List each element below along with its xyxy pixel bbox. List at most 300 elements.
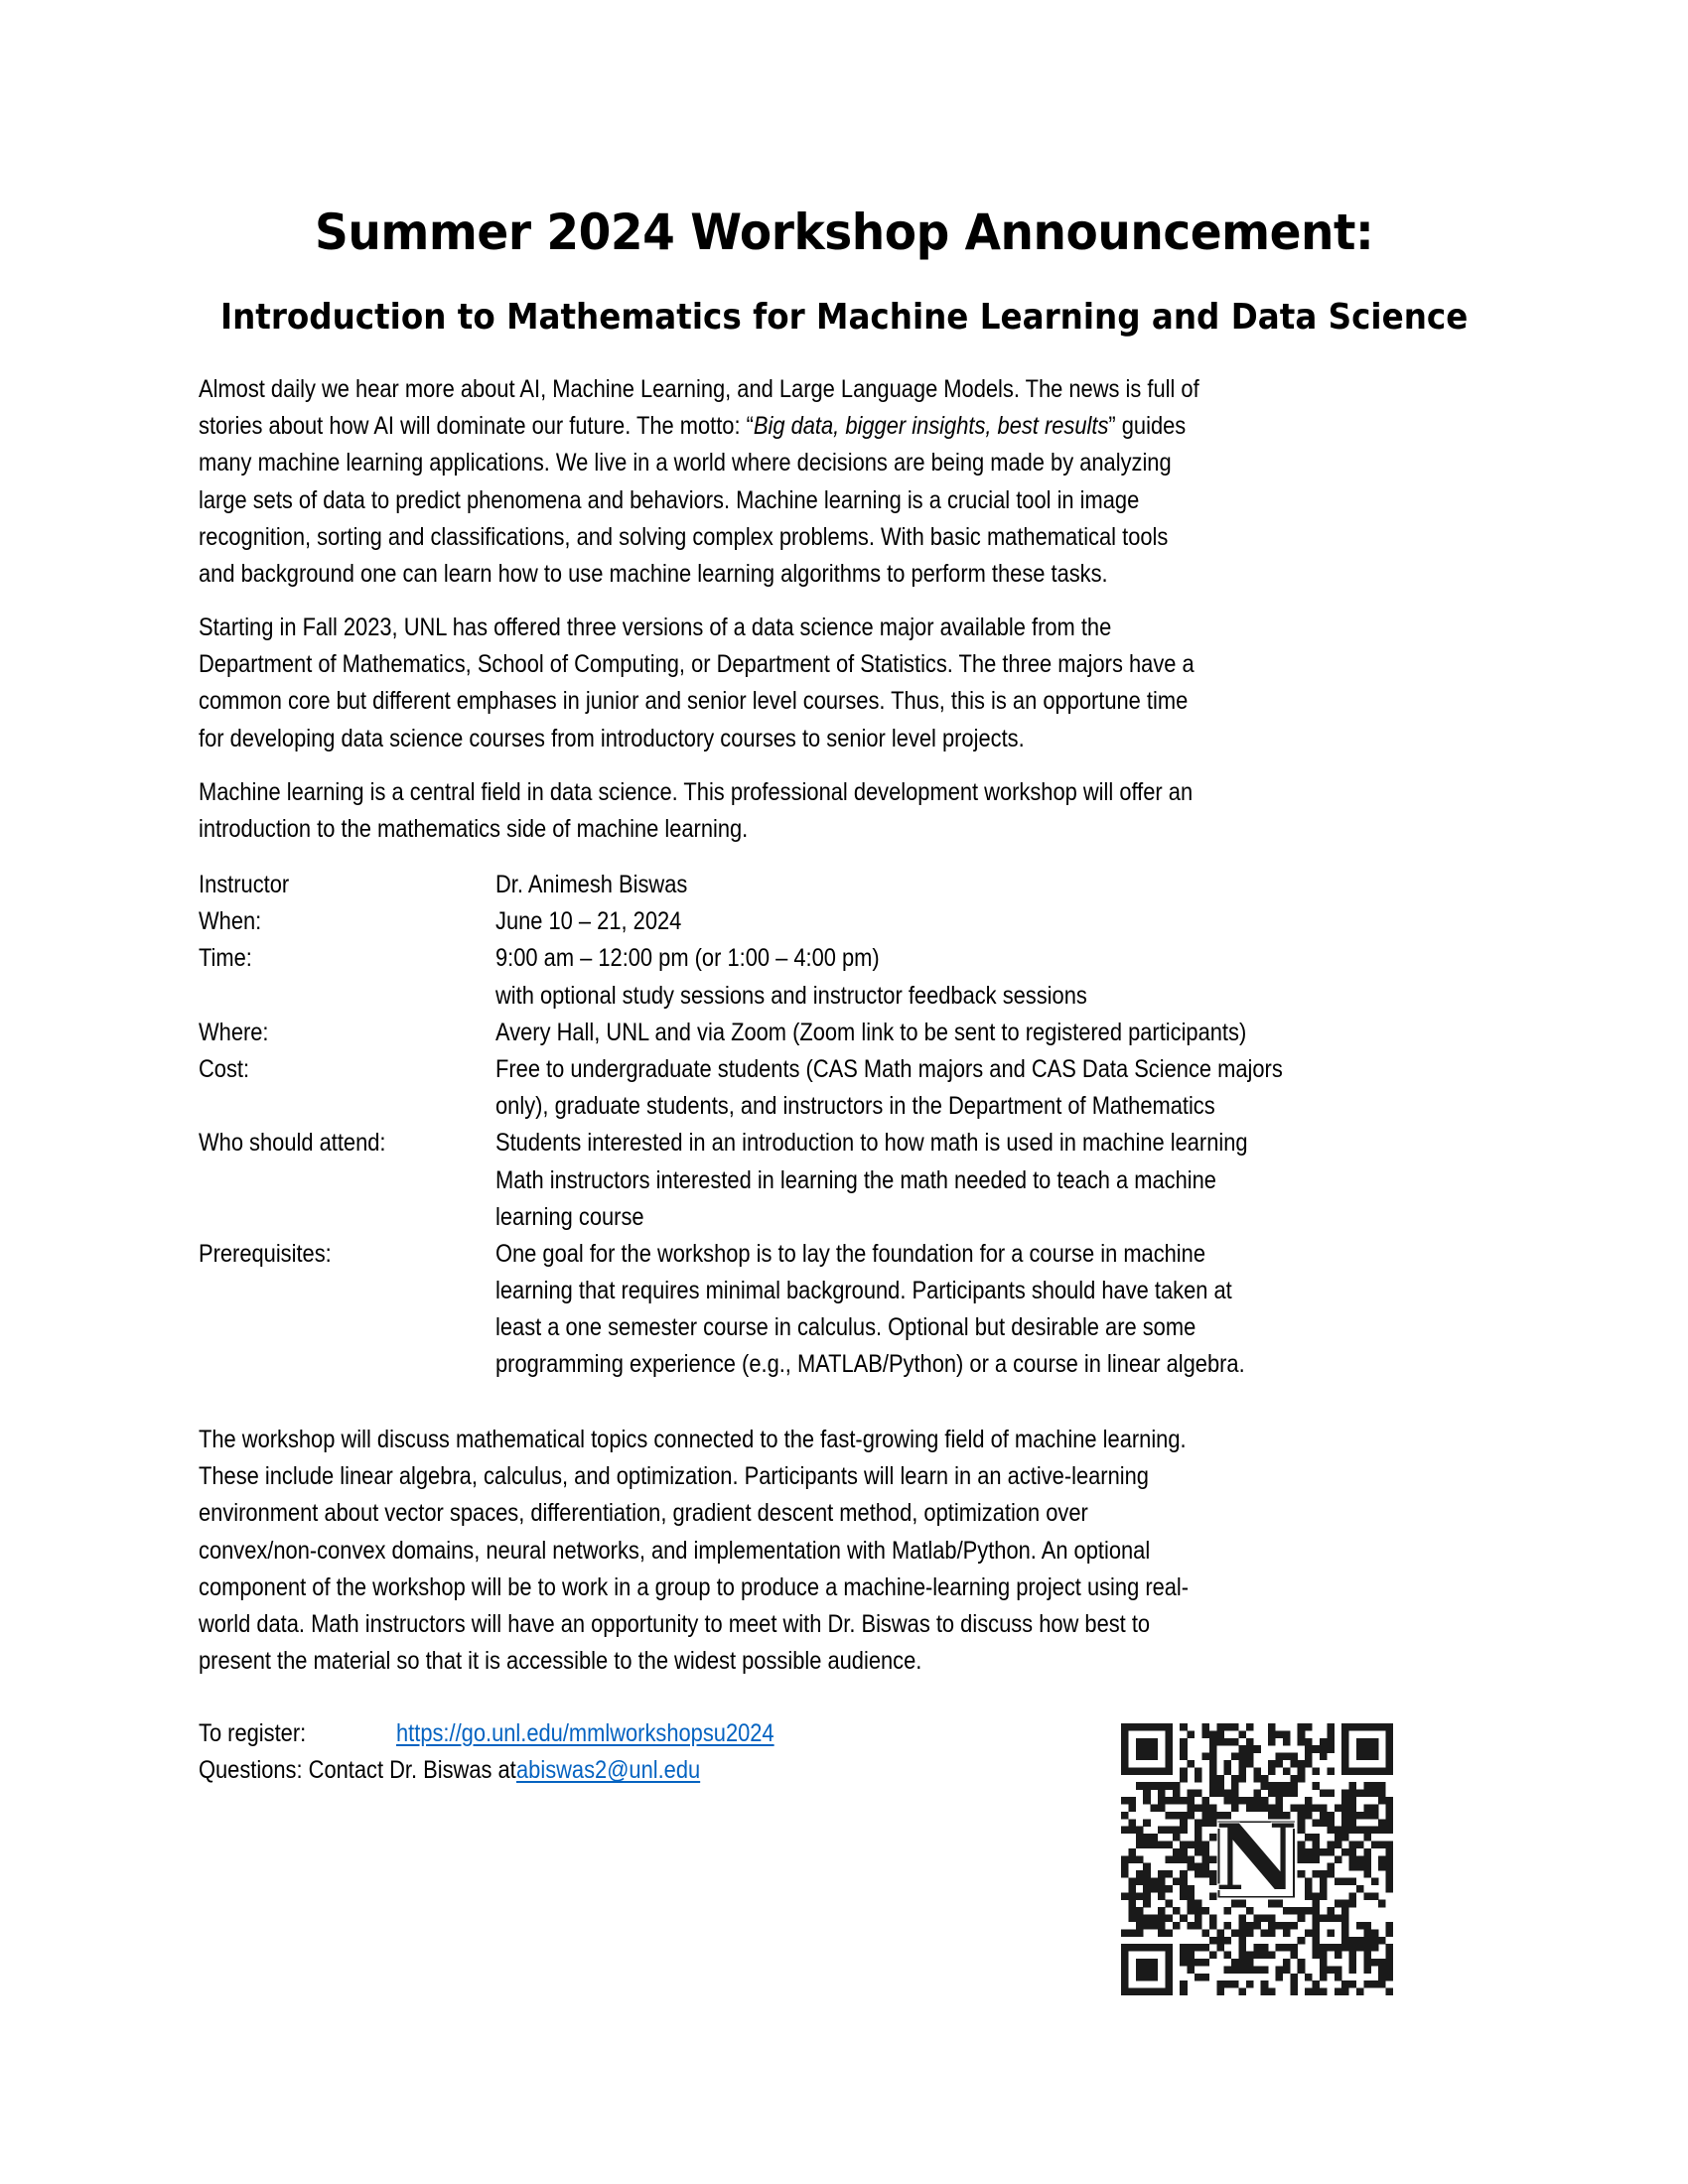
text-line-content — [199, 774, 1193, 811]
qr-module — [1305, 1988, 1313, 1995]
qr-module — [1224, 1966, 1232, 1974]
qr-module — [1201, 1819, 1209, 1827]
qr-module — [1151, 1885, 1159, 1893]
qr-module — [1327, 1812, 1335, 1820]
qr-module — [1386, 1760, 1393, 1768]
qr-module — [1356, 1988, 1364, 1995]
qr-module — [1320, 1966, 1328, 1974]
qr-module — [1356, 1863, 1364, 1871]
text-line-content — [199, 1495, 1088, 1532]
qr-module — [1128, 1892, 1136, 1900]
qr-module — [1128, 1767, 1136, 1775]
qr-module — [1305, 1855, 1313, 1863]
qr-module — [1238, 1753, 1246, 1761]
qr-module — [1386, 1878, 1393, 1886]
qr-module — [1136, 1944, 1144, 1952]
qr-module — [1238, 1730, 1246, 1738]
qr-module — [1121, 1730, 1129, 1738]
qr-module — [1128, 1723, 1136, 1731]
qr-module — [1386, 1804, 1393, 1812]
intro-paragraph-ai — [199, 371, 1509, 593]
qr-module — [1298, 1848, 1306, 1856]
qr-module — [1136, 1827, 1144, 1835]
qr-module — [1290, 1980, 1298, 1988]
qr-module — [1335, 1827, 1342, 1835]
qr-module — [1143, 1870, 1151, 1878]
qr-module — [1231, 1790, 1239, 1798]
qr-module — [1121, 1827, 1129, 1835]
detail-value-content — [495, 1199, 644, 1236]
qr-module — [1349, 1812, 1357, 1820]
qr-module — [1298, 1738, 1306, 1746]
qr-module — [1180, 1738, 1188, 1746]
qr-module — [1386, 1922, 1393, 1930]
qr-module — [1335, 1855, 1342, 1863]
qr-module — [1128, 1804, 1136, 1812]
qr-module — [1298, 1775, 1306, 1783]
qr-module — [1356, 1723, 1364, 1731]
qr-module — [1341, 1760, 1349, 1768]
qr-module — [1363, 1745, 1371, 1753]
text-line-content — [199, 646, 1195, 683]
qr-module — [1201, 1804, 1209, 1812]
qr-module — [1276, 1790, 1284, 1798]
text-segment: ” guides — [1108, 412, 1187, 441]
qr-module — [1386, 1812, 1393, 1820]
qr-module — [1371, 1929, 1379, 1937]
text-line — [199, 646, 1509, 683]
qr-module — [1261, 1980, 1269, 1988]
text-segment: Avery Hall, UNL and via Zoom (Zoom link to be sent to registered participants) — [495, 1018, 1247, 1046]
qr-module — [1305, 1885, 1313, 1893]
qr-module — [1268, 1952, 1276, 1960]
qr-module — [1386, 1819, 1393, 1827]
qr-module — [1195, 1900, 1202, 1908]
registration-block — [199, 1715, 774, 1789]
text-line-content — [199, 1570, 1189, 1606]
qr-module — [1313, 1937, 1321, 1945]
qr-module — [1335, 1944, 1342, 1952]
qr-module — [1313, 1804, 1321, 1812]
qr-module — [1363, 1848, 1371, 1856]
qr-module — [1143, 1863, 1151, 1871]
qr-module — [1371, 1767, 1379, 1775]
qr-module — [1195, 1907, 1202, 1915]
text-line-content — [199, 371, 1199, 408]
qr-module — [1341, 1922, 1349, 1930]
qr-module — [1151, 1738, 1159, 1746]
qr-module — [1320, 1959, 1328, 1967]
qr-module — [1335, 1900, 1342, 1908]
qr-module — [1283, 1753, 1291, 1761]
qr-module — [1356, 1827, 1364, 1835]
detail-value-content — [495, 1015, 1246, 1051]
qr-module — [1121, 1767, 1129, 1775]
qr-module — [1298, 1767, 1306, 1775]
qr-module — [1341, 1767, 1349, 1775]
qr-module — [1261, 1944, 1269, 1952]
text-segment: many machine learning applications. We live in a world where decisions are being made by analyzing — [199, 449, 1172, 478]
qr-module — [1313, 1745, 1321, 1753]
qr-module — [1341, 1745, 1349, 1753]
qr-module — [1349, 1790, 1357, 1798]
qr-module — [1165, 1915, 1173, 1923]
qr-module — [1327, 1848, 1335, 1856]
qr-module — [1201, 1974, 1209, 1981]
qr-module — [1341, 1980, 1349, 1988]
qr-module — [1305, 1878, 1313, 1886]
qr-module — [1283, 1782, 1291, 1790]
qr-module — [1158, 1944, 1166, 1952]
qr-module — [1136, 1988, 1144, 1995]
qr-module — [1349, 1782, 1357, 1790]
qr-module — [1341, 1929, 1349, 1937]
qr-module — [1327, 1929, 1335, 1937]
qr-module — [1201, 1848, 1209, 1856]
text-line-content — [199, 1606, 1150, 1643]
text-segment: 9:00 am – 12:00 pm (or 1:00 – 4:00 pm) — [495, 944, 880, 973]
qr-module — [1238, 1959, 1246, 1967]
qr-module — [1378, 1855, 1386, 1863]
qr-module — [1128, 1907, 1136, 1915]
qr-module — [1173, 1782, 1181, 1790]
qr-module — [1188, 1863, 1196, 1871]
detail-row — [199, 1309, 1509, 1346]
qr-module — [1246, 1959, 1254, 1967]
text-line-content — [199, 1533, 1150, 1570]
qr-module — [1261, 1782, 1269, 1790]
detail-label: Instructor — [199, 871, 290, 898]
detail-value — [495, 1162, 1320, 1199]
questions-label: Questions: Contact Dr. Biswas at — [199, 1756, 516, 1785]
qr-module — [1209, 1745, 1217, 1753]
qr-module — [1363, 1767, 1371, 1775]
text-line-content — [199, 683, 1188, 720]
qr-module — [1378, 1937, 1386, 1945]
qr-module — [1209, 1738, 1217, 1746]
detail-label: When: — [199, 907, 262, 936]
text-segment: convex/non-convex domains, neural networks, and implementation with Matlab/Python. An optional — [199, 1536, 1151, 1565]
qr-module — [1276, 1782, 1284, 1790]
qr-module — [1165, 1959, 1173, 1967]
qr-module — [1180, 1827, 1188, 1835]
qr-module — [1195, 1790, 1202, 1798]
qr-module — [1246, 1952, 1254, 1960]
qr-module — [1261, 1966, 1269, 1974]
qr-module — [1327, 1738, 1335, 1746]
qr-code-icon[interactable] — [1121, 1723, 1393, 1995]
qr-module — [1341, 1790, 1349, 1798]
qr-module — [1136, 1782, 1144, 1790]
qr-module — [1224, 1980, 1232, 1988]
qr-module — [1341, 1915, 1349, 1923]
qr-module — [1320, 1878, 1328, 1886]
qr-module — [1231, 1929, 1239, 1937]
qr-module — [1180, 1753, 1188, 1761]
qr-module — [1371, 1878, 1379, 1886]
qr-module — [1349, 1767, 1357, 1775]
qr-module — [1371, 1937, 1379, 1945]
qr-module — [1363, 1922, 1371, 1930]
detail-value-content — [495, 978, 1087, 1015]
qr-module — [1143, 1892, 1151, 1900]
qr-module — [1209, 1730, 1217, 1738]
text-line — [199, 556, 1509, 593]
detail-value — [495, 1125, 1355, 1161]
detail-row — [199, 1051, 1509, 1088]
qr-module — [1143, 1878, 1151, 1886]
qr-module — [1349, 1819, 1357, 1827]
qr-module — [1356, 1745, 1364, 1753]
qr-module — [1371, 1944, 1379, 1952]
qr-module — [1320, 1952, 1328, 1960]
text-segment: programming experience (e.g., MATLAB/Python) or a course in linear algebra. — [495, 1350, 1245, 1379]
qr-module — [1283, 1966, 1291, 1974]
qr-module — [1151, 1834, 1159, 1842]
qr-module — [1121, 1966, 1129, 1974]
qr-module — [1356, 1812, 1364, 1820]
qr-module — [1298, 1915, 1306, 1923]
qr-module — [1121, 1745, 1129, 1753]
qr-module — [1224, 1767, 1232, 1775]
qr-module — [1201, 1863, 1209, 1871]
text-line-content — [199, 811, 748, 848]
qr-module — [1165, 1745, 1173, 1753]
qr-module — [1298, 1841, 1306, 1848]
qr-module — [1356, 1855, 1364, 1863]
qr-module — [1136, 1959, 1144, 1967]
qr-module — [1386, 1885, 1393, 1893]
qr-module — [1158, 1929, 1166, 1937]
qr-module — [1371, 1980, 1379, 1988]
qr-module — [1283, 1767, 1291, 1775]
qr-module — [1180, 1723, 1188, 1731]
qr-module — [1165, 1952, 1173, 1960]
text-line — [199, 1422, 1509, 1458]
qr-module — [1143, 1819, 1151, 1827]
qr-module — [1151, 1753, 1159, 1761]
workshop-details-table — [199, 867, 1509, 1384]
page-subtitle — [0, 295, 1688, 341]
qr-module — [1195, 1819, 1202, 1827]
text-line — [199, 683, 1509, 720]
qr-module — [1201, 1730, 1209, 1738]
qr-module — [1305, 1892, 1313, 1900]
qr-module — [1180, 1870, 1188, 1878]
qr-module — [1298, 1819, 1306, 1827]
qr-module — [1165, 1812, 1173, 1820]
qr-module — [1261, 1952, 1269, 1960]
qr-module — [1341, 1819, 1349, 1827]
qr-module — [1151, 1974, 1159, 1981]
text-line — [199, 811, 1509, 848]
qr-module — [1224, 1922, 1232, 1930]
qr-module — [1283, 1738, 1291, 1746]
register-label: To register: — [199, 1719, 307, 1747]
text-segment: environment about vector spaces, differentiation, gradient descent method, optimization over — [199, 1499, 1088, 1528]
qr-module — [1341, 1797, 1349, 1805]
qr-module — [1305, 1723, 1313, 1731]
text-line — [199, 408, 1509, 445]
qr-module — [1165, 1855, 1173, 1863]
qr-module — [1188, 1885, 1196, 1893]
qr-module — [1305, 1907, 1313, 1915]
qr-module — [1151, 1922, 1159, 1930]
qr-module — [1386, 1723, 1393, 1731]
qr-module — [1231, 1980, 1239, 1988]
qr-module — [1268, 1730, 1276, 1738]
qr-module — [1128, 1855, 1136, 1863]
italic-text: only — [495, 1092, 536, 1121]
text-line — [199, 1606, 1509, 1643]
qr-module — [1201, 1929, 1209, 1937]
detail-value-content — [495, 1236, 1205, 1273]
qr-module — [1246, 1922, 1254, 1930]
qr-module — [1143, 1753, 1151, 1761]
email-link[interactable]: abiswas2@unl.edu — [515, 1756, 700, 1785]
qr-module — [1320, 1892, 1328, 1900]
qr-module — [1378, 1959, 1386, 1967]
qr-module — [1313, 1782, 1321, 1790]
text-segment: One goal for the workshop is to lay the foundation for a course in machine — [495, 1239, 1205, 1268]
qr-module — [1378, 1790, 1386, 1798]
qr-module — [1201, 1907, 1209, 1915]
qr-module — [1253, 1790, 1261, 1798]
detail-label: Who should attend: — [199, 1129, 386, 1158]
qr-module — [1246, 1760, 1254, 1768]
detail-value-content — [495, 1162, 1216, 1199]
qr-module — [1238, 1915, 1246, 1923]
qr-module — [1165, 1841, 1173, 1848]
detail-row — [199, 1125, 1509, 1161]
qr-module — [1121, 1797, 1129, 1805]
qr-module — [1128, 1878, 1136, 1886]
qr-module — [1341, 1988, 1349, 1995]
qr-module — [1238, 1929, 1246, 1937]
qr-module — [1290, 1790, 1298, 1798]
detail-row — [199, 903, 1509, 940]
qr-module — [1143, 1745, 1151, 1753]
qr-module — [1151, 1944, 1159, 1952]
text-segment: for developing data science courses from introductory courses to senior level projects. — [199, 724, 1025, 752]
text-line-content — [199, 1458, 1149, 1495]
qr-module — [1209, 1767, 1217, 1775]
text-line — [199, 610, 1509, 646]
text-segment: and background one can learn how to use machine learning algorithms to perform these tasks. — [199, 559, 1108, 588]
qr-module — [1136, 1841, 1144, 1848]
qr-module — [1341, 1878, 1349, 1886]
qr-module — [1151, 1988, 1159, 1995]
qr-module — [1151, 1723, 1159, 1731]
qr-module — [1158, 1827, 1166, 1835]
qr-module — [1165, 1980, 1173, 1988]
qr-module — [1349, 1900, 1357, 1908]
qr-module — [1341, 1937, 1349, 1945]
text-segment: large sets of data to predict phenomena and behaviors. Machine learning is a crucial tool in image — [199, 485, 1140, 514]
qr-module — [1335, 1915, 1342, 1923]
qr-module — [1238, 1988, 1246, 1995]
qr-module — [1290, 1974, 1298, 1981]
qr-module — [1143, 1834, 1151, 1842]
qr-module — [1143, 1767, 1151, 1775]
qr-module — [1121, 1760, 1129, 1768]
qr-module — [1298, 1870, 1306, 1878]
qr-module — [1238, 1745, 1246, 1753]
qr-module — [1305, 1738, 1313, 1746]
qr-module — [1327, 1819, 1335, 1827]
qr-module — [1283, 1922, 1291, 1930]
text-line — [199, 482, 1509, 519]
qr-module — [1349, 1966, 1357, 1974]
qr-module — [1246, 1966, 1254, 1974]
qr-module — [1180, 1745, 1188, 1753]
qr-module — [1180, 1892, 1188, 1900]
qr-module — [1378, 1863, 1386, 1871]
qr-module — [1201, 1870, 1209, 1878]
detail-value — [495, 1273, 1337, 1309]
qr-module — [1335, 1834, 1342, 1842]
qr-module — [1371, 1753, 1379, 1761]
qr-module — [1363, 1952, 1371, 1960]
qr-module — [1356, 1767, 1364, 1775]
qr-module — [1136, 1892, 1144, 1900]
qr-module — [1341, 1944, 1349, 1952]
qr-module — [1371, 1782, 1379, 1790]
detail-value-content — [495, 1346, 1245, 1383]
detail-value-content — [495, 940, 880, 977]
text-line — [199, 1643, 1509, 1680]
qr-module — [1386, 1730, 1393, 1738]
qr-module — [1180, 1767, 1188, 1775]
qr-module — [1209, 1790, 1217, 1798]
detail-row — [199, 1015, 1509, 1051]
qr-module — [1298, 1907, 1306, 1915]
qr-module — [1216, 1988, 1224, 1995]
qr-module — [1363, 1723, 1371, 1731]
text-line — [199, 371, 1509, 408]
qr-module — [1231, 1782, 1239, 1790]
qr-module — [1201, 1841, 1209, 1848]
qr-module — [1305, 1834, 1313, 1842]
text-line-content — [199, 610, 1111, 646]
qr-module — [1349, 1878, 1357, 1886]
qr-module — [1298, 1760, 1306, 1768]
qr-module — [1188, 1966, 1196, 1974]
register-link[interactable]: https://go.unl.edu/mmlworkshopsu2024 — [396, 1719, 774, 1747]
qr-module — [1121, 1870, 1129, 1878]
qr-module — [1165, 1723, 1173, 1731]
detail-row — [199, 978, 1509, 1015]
qr-module — [1231, 1738, 1239, 1746]
qr-module — [1158, 1885, 1166, 1893]
qr-module — [1180, 1841, 1188, 1848]
qr-module — [1335, 1841, 1342, 1848]
page-title — [0, 203, 1688, 262]
qr-module — [1224, 1738, 1232, 1746]
qr-module — [1386, 1745, 1393, 1753]
qr-module — [1320, 1738, 1328, 1746]
qr-module — [1246, 1980, 1254, 1988]
qr-module — [1349, 1937, 1357, 1945]
qr-module — [1128, 1915, 1136, 1923]
qr-module — [1201, 1753, 1209, 1761]
qr-module — [1173, 1922, 1181, 1930]
qr-module — [1356, 1841, 1364, 1848]
qr-module — [1180, 1775, 1188, 1783]
qr-module — [1327, 1767, 1335, 1775]
qr-module — [1143, 1723, 1151, 1731]
qr-module — [1121, 1929, 1129, 1937]
